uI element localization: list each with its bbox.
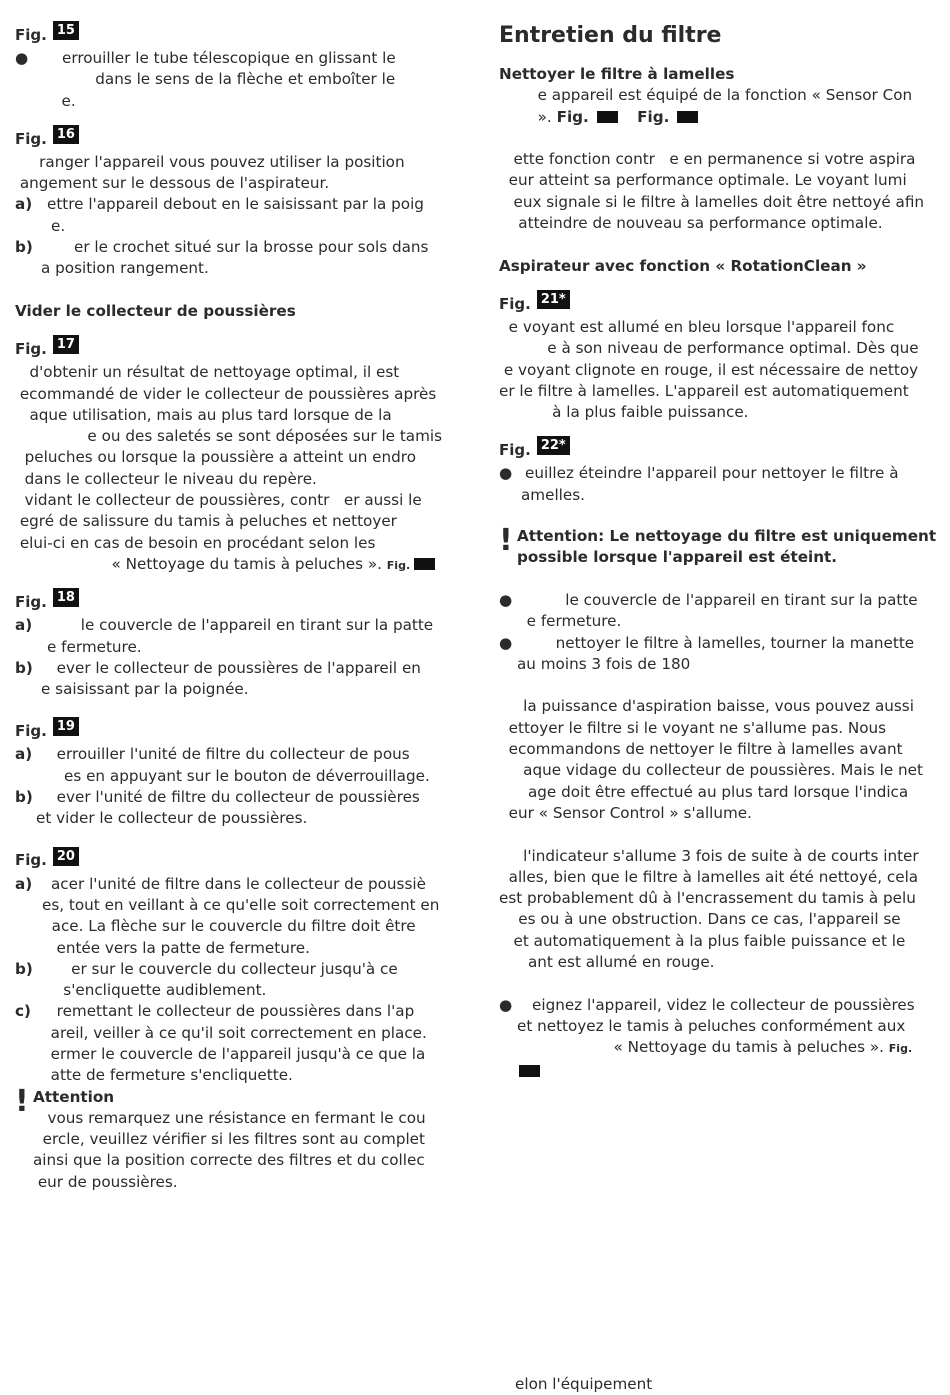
text-line: age doit être effectué au plus tard lorsque l'indica (499, 782, 909, 801)
text-line: ettre l'appareil debout en le saisissant par la poig (47, 195, 424, 214)
text-line: l'indicateur s'allume 3 fois de suite à de courts inter (499, 846, 919, 865)
attention-text: possible lorsque l'appareil est éteint. (517, 548, 838, 567)
text-line: areil, veiller à ce qu'il soit correctement en place. (41, 1023, 427, 1042)
text-line: euillez éteindre l'appareil pour nettoyer le filtre à (525, 464, 899, 483)
list-marker: b) (15, 238, 33, 257)
list-item (15, 658, 460, 679)
text-line: er le crochet situé sur la brosse pour sols dans (74, 238, 429, 257)
text-line: e appareil est équipé de la fonction « Sensor Con (499, 86, 913, 105)
fig-reference: Fig. (637, 107, 670, 126)
list-item (499, 463, 939, 484)
text-line: ecommandé de vider le collecteur de poussières après (15, 384, 437, 403)
text-span: « Nettoyage du tamis à peluches ». (15, 554, 382, 573)
fig-15-number: 15 (53, 21, 79, 40)
list-item (499, 633, 939, 654)
fig-number-block-icon (677, 111, 698, 123)
bullet-icon: ● (499, 590, 513, 609)
text-line: atte de fermeture s'encliquette. (41, 1066, 293, 1085)
fig-reference: Fig. (556, 107, 589, 126)
fig-number-block-icon (414, 558, 435, 570)
list-marker: a) (15, 874, 33, 893)
text-line: alles, bien que le filtre à lamelles ait été nettoyé, cela (499, 867, 919, 886)
text-line: d'obtenir un résultat de nettoyage optimal, il est (15, 363, 400, 382)
bullet-icon: ● (499, 464, 513, 483)
list-item (15, 194, 460, 215)
list-marker: b) (15, 959, 33, 978)
text-line: est probablement dû à l'encrassement du tamis à pelu (499, 889, 916, 908)
text-line: et nettoyez le tamis à peluches conformément aux (517, 1016, 906, 1035)
fig-22-label: Fig. 22* (499, 433, 939, 463)
text-line: eur de poussières. (33, 1172, 178, 1191)
fig-17-label: Fig. 17 (15, 332, 460, 362)
text-line: entée vers la patte de fermeture. (42, 938, 310, 957)
section-heading: Nettoyer le filtre à lamelles (499, 65, 735, 83)
text-line: et automatiquement à la plus faible puissance et le (499, 931, 906, 950)
text-line: eux signale si le filtre à lamelles doit être nettoyé afin (499, 192, 925, 211)
text-line: egré de salissure du tamis à peluches et nettoyer (15, 512, 397, 531)
text-line: ercle, veuillez vérifier si les filtres sont au complet (33, 1130, 425, 1149)
list-item (15, 959, 460, 980)
text-line: errouiller le tube télescopique en glissant le (62, 49, 396, 67)
text-line: a position rangement. (41, 259, 209, 278)
text-line: e saisissant par la poignée. (41, 680, 249, 699)
text-line: remettant le collecteur de poussières dans l'ap (47, 1002, 415, 1021)
text-line: vous remarquez une résistance en fermant le cou (33, 1108, 426, 1127)
text-line: au moins 3 fois de 180 (517, 654, 691, 673)
left-column (15, 0, 460, 1193)
text-line: dans le collecteur le niveau du repère. (15, 469, 317, 488)
fig-number-block-icon (597, 111, 618, 123)
fig-reference: Fig. (888, 1042, 913, 1056)
text-line: ever le collecteur de poussières de l'appareil en (47, 658, 421, 677)
text-line: eur atteint sa performance optimale. Le voyant lumi (499, 171, 907, 190)
text-line: à la plus faible puissance. (499, 403, 749, 422)
list-marker: c) (15, 1002, 31, 1021)
attention-block (15, 1083, 460, 1130)
text-line: er sur le couvercle du collecteur jusqu'à ce (47, 959, 398, 978)
list-item (15, 237, 460, 258)
list-item (15, 48, 460, 69)
text-line: ettoyer le filtre si le voyant ne s'allume pas. Nous (499, 718, 887, 737)
list-item (499, 995, 939, 1016)
attention-text: Attention: Le nettoyage du filtre est uniquement (517, 527, 937, 546)
right-column (499, 0, 939, 1082)
text-line: errouiller l'unité de filtre du collecteur de pous (47, 745, 410, 764)
text-line: aque vidage du collecteur de poussières. Mais le net (499, 761, 923, 780)
text-line: atteindre de nouveau sa performance optimale. (499, 214, 883, 233)
text-line: e fermeture. (517, 612, 622, 631)
fig-16-label: Fig. 16 (15, 122, 460, 152)
fig-22-number: 22* (537, 436, 570, 455)
list-item (15, 744, 460, 765)
bullet-icon: ● (499, 633, 513, 652)
fig-19-number: 19 (53, 717, 79, 736)
text-line: e. (51, 216, 66, 235)
text-line (499, 107, 939, 128)
text-line: es en appuyant sur le bouton de déverrouillage. (64, 766, 430, 785)
text-line: eignez l'appareil, videz le collecteur de poussières (532, 995, 915, 1014)
fig-number-block-icon (519, 1065, 540, 1077)
list-item (15, 615, 460, 636)
text-line: e à son niveau de performance optimal. Dès que (499, 339, 919, 358)
text-line: aque utilisation, mais au plus tard lorsque de la (15, 405, 392, 424)
text-line: e voyant est allumé en bleu lorsque l'appareil fonc (499, 317, 895, 336)
fig-reference: Fig. (386, 558, 411, 572)
fig-18-number: 18 (53, 588, 79, 607)
text-line: e ou des saletés se sont déposées sur le tamis (15, 427, 443, 446)
text-line: es ou à une obstruction. Dans ce cas, l'appareil se (499, 910, 901, 929)
text-line: s'encliquette audiblement. (15, 981, 267, 1000)
warning-exclamation-icon: ! (15, 1083, 29, 1119)
page-title: Entretien du filtre (499, 23, 722, 48)
fig-21-label: Fig. 21* (499, 287, 939, 317)
text-line: et vider le collecteur de poussières. (36, 809, 308, 828)
text-line: ace. La flèche sur le couvercle du filtre doit être (42, 917, 416, 936)
text-line: la puissance d'aspiration baisse, vous pouvez aussi (499, 697, 914, 716)
text-line: nettoyer le filtre à lamelles, tourner la manette (517, 633, 915, 652)
text-line (15, 554, 460, 575)
fig-19-label: Fig. 19 (15, 714, 460, 744)
list-marker: a) (15, 745, 33, 764)
list-item (15, 1001, 460, 1022)
text-line: ette fonction contr e en permanence si votre aspira (499, 150, 916, 169)
fig-20-number: 20 (53, 847, 79, 866)
text-line: es, tout en veillant à ce qu'elle soit correctement en (42, 895, 440, 914)
text-line: amelles. (521, 485, 585, 504)
text-line: peluches ou lorsque la poussière a atteint un endro (15, 448, 416, 467)
list-marker: a) (15, 195, 33, 214)
list-marker: b) (15, 788, 33, 807)
text-line: elui-ci en cas de besoin en procédant selon les (15, 533, 376, 552)
text-line: acer l'unité de filtre dans le collecteur de poussiè (51, 874, 426, 893)
text-line: ermer le couvercle de l'appareil jusqu'à ce que la (41, 1044, 426, 1063)
text-line (517, 1037, 939, 1058)
text-span: ». (499, 107, 557, 126)
list-marker: a) (15, 616, 33, 635)
list-item (15, 787, 460, 808)
text-line: e fermeture. (47, 637, 142, 656)
text-line: e. (47, 91, 76, 110)
text-span: « Nettoyage du tamis à peluches ». (517, 1038, 884, 1057)
fig-20-label: Fig. 20 (15, 844, 460, 874)
fig-number-block (519, 1060, 939, 1081)
text-line: ainsi que la position correcte des filtres et du collec (33, 1151, 425, 1170)
list-item (15, 874, 460, 895)
list-item (499, 590, 939, 611)
text-line: er le filtre à lamelles. L'appareil est automatiquement (499, 381, 909, 400)
fig-18-label: Fig. 18 (15, 585, 460, 615)
text-line: ever l'unité de filtre du collecteur de poussières (47, 788, 420, 807)
text-line: le couvercle de l'appareil en tirant sur la patte (47, 616, 434, 635)
text-line: angement sur le dessous de l'aspirateur. (15, 174, 330, 193)
footer-note: elon l'équipement (515, 1375, 653, 1393)
section-heading: Aspirateur avec fonction « RotationClean » (499, 256, 867, 275)
list-marker: b) (15, 658, 33, 677)
text-line: ant est allumé en rouge. (499, 952, 715, 971)
text-line: e voyant clignote en rouge, il est nécessaire de nettoy (499, 360, 919, 379)
bullet-icon: ● (499, 995, 513, 1014)
fig-16-number: 16 (53, 125, 79, 144)
fig-17-number: 17 (53, 335, 79, 354)
text-line: le couvercle de l'appareil en tirant sur la patte (517, 590, 918, 609)
bullet-icon: ● (15, 49, 29, 67)
text-line: dans le sens de la flèche et emboîter le (47, 70, 396, 89)
attention-block (499, 523, 939, 569)
section-heading: Vider le collecteur de poussières (15, 301, 296, 320)
attention-title: Attention (33, 1087, 115, 1106)
text-line: eur « Sensor Control » s'allume. (499, 803, 752, 822)
warning-exclamation-icon: ! (499, 523, 513, 559)
fig-21-number: 21* (537, 290, 570, 309)
text-line: ecommandons de nettoyer le filtre à lamelles avant (499, 740, 903, 759)
text-line: ranger l'appareil vous pouvez utiliser la position (15, 152, 405, 171)
fig-15-label: Fig. 15 (15, 18, 460, 48)
text-line: vidant le collecteur de poussières, contr er aussi le (15, 491, 422, 510)
